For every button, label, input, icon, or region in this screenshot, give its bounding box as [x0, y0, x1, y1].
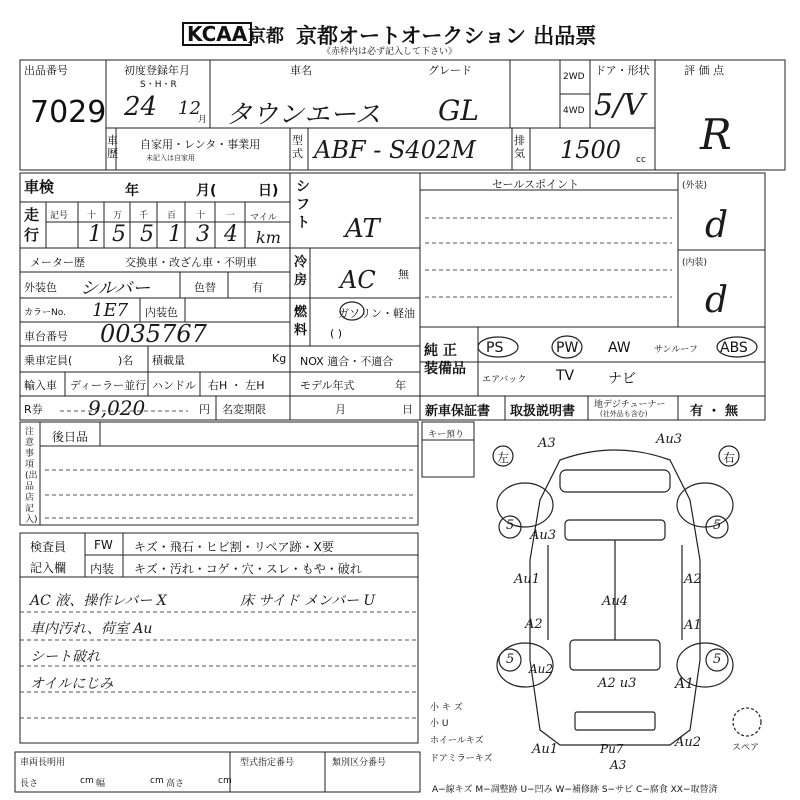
form-title: 京都オートオークション 出品票 — [296, 24, 597, 48]
dmg-0: A3 — [538, 436, 556, 451]
inspector-note-5: オイルにじみ — [30, 676, 114, 692]
dmg-7: Au4 — [602, 594, 629, 609]
interior-insp-label: 内装 — [90, 562, 115, 576]
width-unit: cm — [150, 776, 164, 786]
yes-no: 有 ・ 無 — [690, 404, 739, 419]
lot-label: 出品番号 — [24, 64, 68, 77]
score: R — [700, 110, 732, 159]
color-no-label: カラーNo. — [24, 308, 66, 318]
dmg-13: A2 u3 — [598, 676, 637, 691]
equip-sunroof: サンルーフ — [654, 345, 698, 355]
drive-2wd: 2WD — [563, 72, 585, 82]
capacity-unit: )名 — [118, 354, 134, 367]
load-unit: Kg — [272, 352, 287, 365]
frame-number: 0035767 — [100, 320, 207, 348]
cc-unit: cc — [636, 155, 646, 165]
inspector-note-1: AC 液、操作レバー X — [30, 593, 167, 609]
expiry-label: 名変期限 — [222, 403, 266, 416]
exterior-label: (外装) — [682, 181, 708, 191]
dmg-14: A1 — [675, 676, 695, 692]
equip-label: 純 正 装備品 — [424, 343, 466, 377]
ato-label: 後日品 — [52, 430, 89, 444]
shaken-month-label: 月( — [196, 183, 217, 199]
dmg-1: Au3 — [656, 432, 683, 447]
class-no-label: 類別区分番号 — [332, 758, 387, 768]
spare-label: スペア — [732, 743, 760, 753]
shaken-label: 車検 — [24, 178, 55, 196]
recolor-label: 色替 — [194, 281, 216, 294]
notes-label: 注意事項(出品店記入) — [25, 427, 38, 525]
capacity-label: 乗車定員( — [24, 354, 73, 367]
first-reg-year: 24 — [124, 92, 158, 122]
fw-label: FW — [94, 538, 113, 552]
rtax-value: 9,020 — [88, 396, 146, 420]
drive-4wd: 4WD — [563, 106, 585, 116]
key-label: キー預り — [428, 430, 465, 440]
equip-tv: TV — [556, 368, 575, 384]
length-unit: cm — [80, 776, 94, 786]
digit-label-3: 百 — [167, 211, 177, 221]
history-options: 自家用・レンタ・事業用 — [140, 138, 261, 151]
length-label: 長さ — [20, 779, 39, 789]
legend-small-scratch: 小 キ ズ — [430, 703, 463, 713]
car-name-label: 車名 — [290, 64, 312, 77]
dmg-16: Pu7 — [600, 742, 624, 756]
dmg-5: Au1 — [514, 572, 541, 587]
fw-items: キズ・飛石・ヒビ割・リペア跡・X要 — [134, 540, 334, 554]
mileage-label: 走行 — [24, 206, 40, 244]
mileage-digit-5: 4 — [224, 222, 238, 247]
legend-small-dent: 小 U — [430, 719, 449, 729]
dmg-17: Au2 — [675, 735, 702, 750]
meter-options: 交換車・改ざん車・不明車 — [125, 256, 257, 269]
km-unit: km — [256, 228, 281, 247]
inspector-label-2: 記入欄 — [30, 561, 67, 575]
expiry-month: 月 — [335, 403, 346, 416]
interior-color-label: 内装色 — [145, 306, 178, 319]
import-option: ディーラー並行 — [70, 379, 147, 392]
equip-abs: ABS — [720, 340, 748, 356]
dmg-6: A2 — [684, 572, 702, 587]
first-reg-month: 12 — [178, 98, 201, 119]
dmg-11: 5 — [713, 652, 722, 667]
model-year-unit: 年 — [395, 379, 406, 392]
legend-wheel-scratch: ホイールキズ — [430, 736, 484, 746]
mileage-digit-2: 5 — [140, 222, 154, 247]
shift-label: シフト — [296, 179, 310, 231]
import-label: 輸入車 — [24, 379, 57, 392]
era-label: S・H・R — [140, 80, 177, 90]
inspector-note-3: 車内汚れ、荷室 Au — [30, 621, 153, 637]
shaken-year-label: 年 — [125, 183, 139, 199]
yen-unit: 円 — [199, 403, 210, 416]
color-no: 1E7 — [92, 300, 129, 321]
digit-label-2: 千 — [139, 211, 149, 221]
digit-label-5: 一 — [226, 211, 236, 221]
first-reg-label: 初度登録年月 — [124, 64, 190, 77]
expiry-day: 日 — [402, 403, 413, 416]
equip-airbag: エアバック — [482, 375, 527, 385]
model-label: 型式 — [292, 134, 303, 160]
warranty-label: 新車保証書 — [425, 404, 491, 419]
kigo-label: 記号 — [50, 211, 69, 221]
width-label: 幅 — [96, 779, 106, 789]
mileage-digit-1: 5 — [112, 222, 126, 247]
month-unit: 月 — [198, 115, 208, 125]
car-name: タウンエース — [226, 100, 381, 130]
dmg-15: Au1 — [532, 742, 559, 757]
interior-grade: d — [705, 280, 729, 321]
logo-city: 京都 — [248, 26, 284, 47]
lot-number: 7029 — [30, 95, 107, 130]
mileage-digit-3: 1 — [168, 222, 182, 247]
interior-label: (内装) — [682, 258, 708, 268]
mile-label: マイル — [250, 213, 277, 223]
history-label: 車歴 — [107, 134, 118, 160]
dmg-18: A3 — [610, 758, 627, 772]
dmg-12: Au2 — [529, 662, 554, 676]
equip-navi: ナビ — [608, 371, 636, 387]
meter-label: メーター歴 — [30, 256, 85, 269]
rtax-label: R券 — [24, 403, 43, 416]
mileage-digit-0: 1 — [88, 222, 102, 247]
inspector-note-2: 床 サイド メンバー U — [240, 593, 376, 609]
damage-legend: A−線キズ M−凋整跡 U−凹み W−補修跡 S−サビ C−腐食 XX−取替済 — [432, 785, 718, 795]
model-code: ABF - S402M — [314, 136, 476, 164]
dims-label: 車両長明用 — [20, 758, 66, 768]
dmg-3: 5 — [506, 518, 515, 533]
equip-ps: PS — [486, 340, 504, 356]
digit-label-0: 十 — [87, 211, 97, 221]
dmg-9: A1 — [684, 618, 702, 633]
model-no-label: 型式指定番号 — [240, 758, 295, 768]
dmg-10: 5 — [506, 652, 515, 667]
displacement: 1500 — [560, 136, 622, 164]
exterior-grade: d — [705, 205, 729, 246]
dmg-8: A2 — [525, 617, 543, 632]
grade-label: グレード — [428, 64, 472, 77]
score-label: 評 価 点 — [684, 64, 724, 77]
displacement-label: 排気 — [514, 134, 525, 160]
digit-label-1: 万 — [113, 211, 123, 221]
ac-value: AC — [340, 266, 376, 294]
history-note: 未記入は自家用 — [146, 154, 195, 162]
equip-pw: PW — [556, 340, 579, 356]
logo: KCAA — [182, 22, 252, 46]
fuel-options: ガソリン・軽油 — [338, 307, 415, 320]
height-unit: cm — [218, 776, 232, 786]
dmg-4: 5 — [713, 518, 722, 533]
fuel-paren: ( ) — [330, 327, 343, 340]
frame-label: 車台番号 — [24, 330, 68, 343]
tuner-note: (社外品も含む) — [600, 410, 648, 418]
tuner-label: 地デジチューナー — [594, 400, 666, 410]
ac-none: 無 — [398, 268, 409, 281]
shaken-day-label: 日) — [258, 183, 279, 199]
right-side-label: 右 — [723, 451, 736, 465]
model-year-label: モデル年式 — [300, 379, 355, 392]
inspector-note-4: シート破れ — [30, 649, 100, 665]
color-label: 外装色 — [24, 281, 57, 294]
load-label: 積載量 — [152, 354, 185, 367]
dmg-2: Au3 — [530, 528, 557, 543]
form-subtitle: 《赤枠内は必ず記入して下さい》 — [322, 47, 458, 57]
shift-value: AT — [345, 214, 380, 244]
ac-label: 冷房 — [294, 255, 308, 288]
door-label: ドア・形状 — [595, 64, 650, 77]
manual-label: 取扱説明書 — [510, 404, 576, 419]
handle-options: 右H ・ 左H — [208, 379, 265, 392]
mileage-digit-4: 3 — [196, 222, 210, 247]
inspector-label: 検査員 — [30, 540, 67, 554]
color-value: シルバー — [80, 278, 151, 299]
nox-label: NOX 適合・不適合 — [300, 355, 394, 368]
legend-mirror-scratch: ドアミラーキズ — [430, 754, 493, 764]
left-side-label: 左 — [497, 451, 510, 465]
height-label: 高さ — [166, 779, 185, 789]
recolor-value: 有 — [252, 281, 263, 294]
sales-point-label: セールスポイント — [492, 178, 580, 191]
interior-items: キズ・汚れ・コゲ・穴・スレ・もや・破れ — [134, 562, 362, 576]
door-shape: 5/V — [594, 88, 645, 123]
digit-label-4: 十 — [196, 211, 206, 221]
car-diagram — [340, 302, 761, 745]
fuel-label: 燃料 — [294, 305, 308, 338]
grade: GL — [438, 94, 479, 127]
handle-label: ハンドル — [152, 379, 196, 392]
equip-aw: AW — [608, 340, 631, 356]
